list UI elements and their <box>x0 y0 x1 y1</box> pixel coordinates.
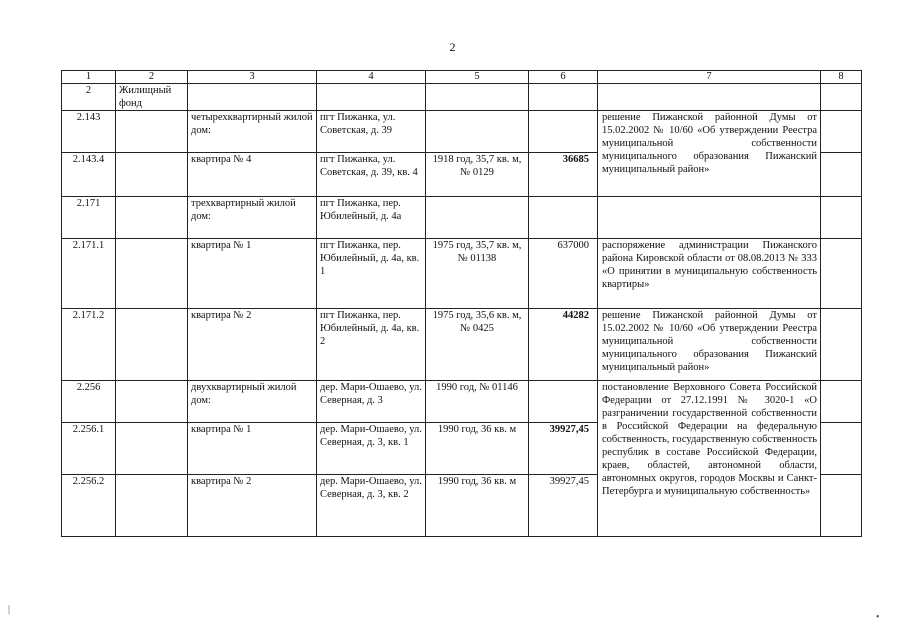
row-number: 2.256 <box>62 381 116 423</box>
empty-cell <box>821 197 862 239</box>
empty-cell <box>116 475 188 537</box>
header-row <box>62 71 862 84</box>
object-address: пгт Пижанка, ул. Советская, д. 39, кв. 4 <box>317 153 426 197</box>
object-address: дер. Мари-Ошаево, ул. Северная, д. 3, кв. 2 <box>317 475 426 537</box>
object-name: четырехквартирный жилой дом: <box>188 111 317 153</box>
property-register-table <box>61 70 862 537</box>
empty-cell <box>317 84 426 111</box>
header-col-5: 5 <box>426 71 529 84</box>
object-value: 39927,45 <box>529 423 598 475</box>
table-row <box>62 111 862 153</box>
object-details: 1990 год, № 01146 <box>426 381 529 423</box>
empty-cell <box>188 84 317 111</box>
object-name: трехквартирный жилой дом: <box>188 197 317 239</box>
row-number: 2.171.1 <box>62 239 116 309</box>
header-col-7: 7 <box>598 71 821 84</box>
row-number: 2.256.1 <box>62 423 116 475</box>
object-details: 1975 год, 35,7 кв. м, № 01138 <box>426 239 529 309</box>
empty-cell <box>821 309 862 381</box>
scan-mark: | <box>8 604 11 615</box>
object-address: пгт Пижанка, пер. Юбилейный, д. 4а, кв. 2 <box>317 309 426 381</box>
section-name: Жилищный фонд <box>116 84 188 111</box>
row-number: 2.256.2 <box>62 475 116 537</box>
header-col-6: 6 <box>529 71 598 84</box>
empty-cell <box>426 84 529 111</box>
empty-cell <box>821 239 862 309</box>
empty-cell <box>116 381 188 423</box>
row-number: 2.143 <box>62 111 116 153</box>
empty-cell <box>116 309 188 381</box>
object-value: 39927,45 <box>529 475 598 537</box>
header-col-2: 2 <box>116 71 188 84</box>
empty-cell <box>821 111 862 153</box>
object-details <box>426 111 529 153</box>
empty-cell <box>821 84 862 111</box>
ownership-basis <box>598 197 821 239</box>
table-row <box>62 239 862 309</box>
empty-cell <box>529 84 598 111</box>
object-name: квартира № 4 <box>188 153 317 197</box>
section-number: 2 <box>62 84 116 111</box>
row-number: 2.143.4 <box>62 153 116 197</box>
header-col-4: 4 <box>317 71 426 84</box>
object-value: 637000 <box>529 239 598 309</box>
table-row <box>62 197 862 239</box>
empty-cell <box>821 423 862 475</box>
object-address: пгт Пижанка, ул. Советская, д. 39 <box>317 111 426 153</box>
row-number: 2.171 <box>62 197 116 239</box>
object-value <box>529 197 598 239</box>
object-address: дер. Мари-Ошаево, ул. Северная, д. 3, кв. 1 <box>317 423 426 475</box>
object-address: дер. Мари-Ошаево, ул. Северная, д. 3 <box>317 381 426 423</box>
object-value <box>529 381 598 423</box>
object-value: 36685 <box>529 153 598 197</box>
empty-cell <box>821 153 862 197</box>
object-value: 44282 <box>529 309 598 381</box>
object-details: 1975 год, 35,6 кв. м, № 0425 <box>426 309 529 381</box>
object-name: квартира № 1 <box>188 239 317 309</box>
object-name: квартира № 2 <box>188 309 317 381</box>
object-value <box>529 111 598 153</box>
scan-dot: • <box>876 612 880 623</box>
object-details: 1990 год, 36 кв. м <box>426 475 529 537</box>
object-details <box>426 197 529 239</box>
empty-cell <box>116 111 188 153</box>
header-col-3: 3 <box>188 71 317 84</box>
object-name: двухквартирный жилой дом: <box>188 381 317 423</box>
empty-cell <box>821 381 862 423</box>
table-row <box>62 381 862 423</box>
ownership-basis: постановление Верховного Совета Российской Федерации от 27.12.1991 № 3020-1 «О разграничении государственной собственности в Российской Федерации на федеральную собственность, государственную собственность республик в составе Российской Федерации, краев, областей, автономной области, автономных округов, городов Москвы и Санкт-Петербурга и муниципальную собственность» <box>598 381 821 537</box>
row-number: 2.171.2 <box>62 309 116 381</box>
header-col-8: 8 <box>821 71 862 84</box>
object-name: квартира № 1 <box>188 423 317 475</box>
section-row <box>62 84 862 111</box>
object-details: 1918 год, 35,7 кв. м, № 0129 <box>426 153 529 197</box>
object-address: пгт Пижанка, пер. Юбилейный, д. 4а <box>317 197 426 239</box>
empty-cell <box>116 423 188 475</box>
empty-cell <box>116 197 188 239</box>
ownership-basis: решение Пижанской районной Думы от 15.02.2002 № 10/60 «Об утверждении Реестра муниципальной собственности муниципального образования Пижанский муниципальный район» <box>598 309 821 381</box>
empty-cell <box>598 84 821 111</box>
object-name: квартира № 2 <box>188 475 317 537</box>
page-number: 2 <box>449 40 456 54</box>
empty-cell <box>116 153 188 197</box>
ownership-basis: распоряжение администрации Пижанского района Кировской области от 08.08.2013 № 333 «О принятии в муниципальную собственность квартиры» <box>598 239 821 309</box>
ownership-basis: решение Пижанской районной Думы от 15.02.2002 № 10/60 «Об утверждении Реестра муниципальной собственности муниципального образования Пижанский муниципальный район» <box>598 111 821 197</box>
table-row <box>62 309 862 381</box>
header-col-1: 1 <box>62 71 116 84</box>
object-details: 1990 год, 36 кв. м <box>426 423 529 475</box>
object-address: пгт Пижанка, пер. Юбилейный, д. 4а, кв. 1 <box>317 239 426 309</box>
empty-cell <box>821 475 862 537</box>
empty-cell <box>116 239 188 309</box>
